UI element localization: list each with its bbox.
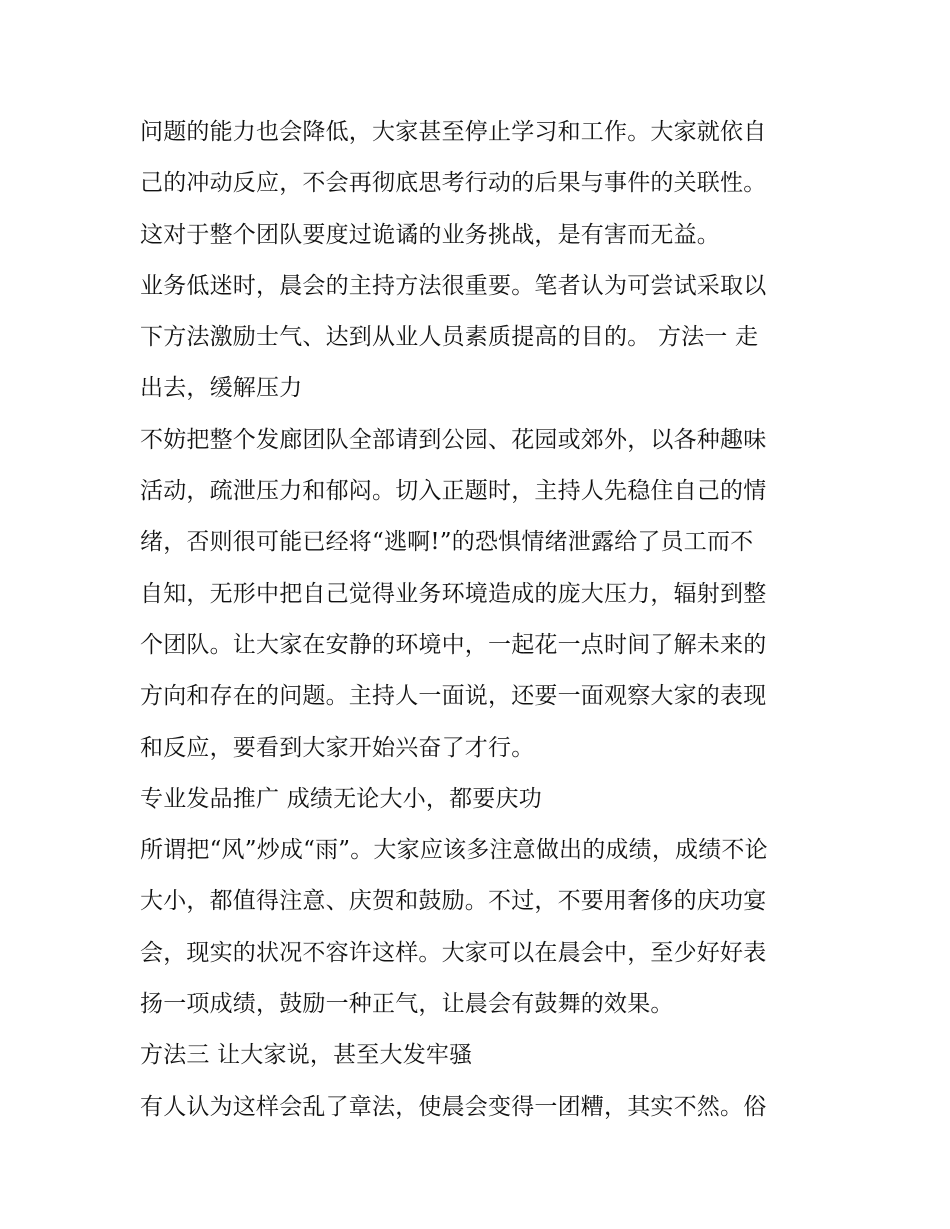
text-line-12: 方向和存在的问题。主持人一面说，还要一面观察大家的表现 bbox=[140, 683, 767, 710]
text-line-13: 和反应，要看到大家开始兴奋了才行。 bbox=[140, 734, 535, 761]
text-line-10: 自知，无形中把自己觉得业务环境造成的庞大压力，辐射到整 bbox=[140, 580, 767, 607]
text-line-5: 下方法激励士气、达到从业人员素质提高的目的。 方法一 走 bbox=[140, 324, 759, 351]
text-line-16: 大小，都值得注意、庆贺和鼓励。不过，不要用奢侈的庆功宴 bbox=[140, 888, 767, 915]
text-line-18: 扬一项成绩，鼓励一种正气，让晨会有鼓舞的效果。 bbox=[140, 991, 674, 1018]
text-line-1: 问题的能力也会降低，大家甚至停止学习和工作。大家就依自 bbox=[140, 119, 767, 145]
text-line-17: 会，现实的状况不容许这样。大家可以在晨会中，至少好好表 bbox=[140, 939, 767, 966]
text-line-2: 己的冲动反应，不会再彻底思考行动的后果与事件的关联性。 bbox=[140, 170, 767, 197]
document-body bbox=[140, 107, 820, 1133]
text-line-20: 有人认为这样会乱了章法，使晨会变得一团糟，其实不然。俗 bbox=[140, 1093, 767, 1120]
text-line-14: 专业发品推广 成绩无论大小，都要庆功 bbox=[140, 785, 542, 812]
text-line-19: 方法三 让大家说，甚至大发牢骚 bbox=[140, 1042, 473, 1069]
text-line-4: 业务低迷时，晨会的主持方法很重要。笔者认为可尝试采取以 bbox=[140, 272, 767, 299]
text-line-7: 不妨把整个发廊团队全部请到公园、花园或郊外，以各种趣味 bbox=[140, 426, 767, 453]
text-line-3: 这对于整个团队要度过诡谲的业务挑战，是有害而无益。 bbox=[140, 221, 720, 248]
text-line-11: 个团队。让大家在安静的环境中，一起花一点时间了解未来的 bbox=[140, 631, 767, 658]
text-line-6: 出去，缓解压力 bbox=[140, 375, 303, 402]
text-line-8: 活动，疏泄压力和郁闷。切入正题时，主持人先稳住自己的情 bbox=[140, 478, 767, 505]
text-line-15: 所谓把“风”炒成“雨”。大家应该多注意做出的成绩，成绩不论 bbox=[140, 837, 768, 864]
text-line-9: 绪，否则很可能已经将“逃啊!”的恐惧情绪泄露给了员工而不 bbox=[140, 529, 754, 556]
